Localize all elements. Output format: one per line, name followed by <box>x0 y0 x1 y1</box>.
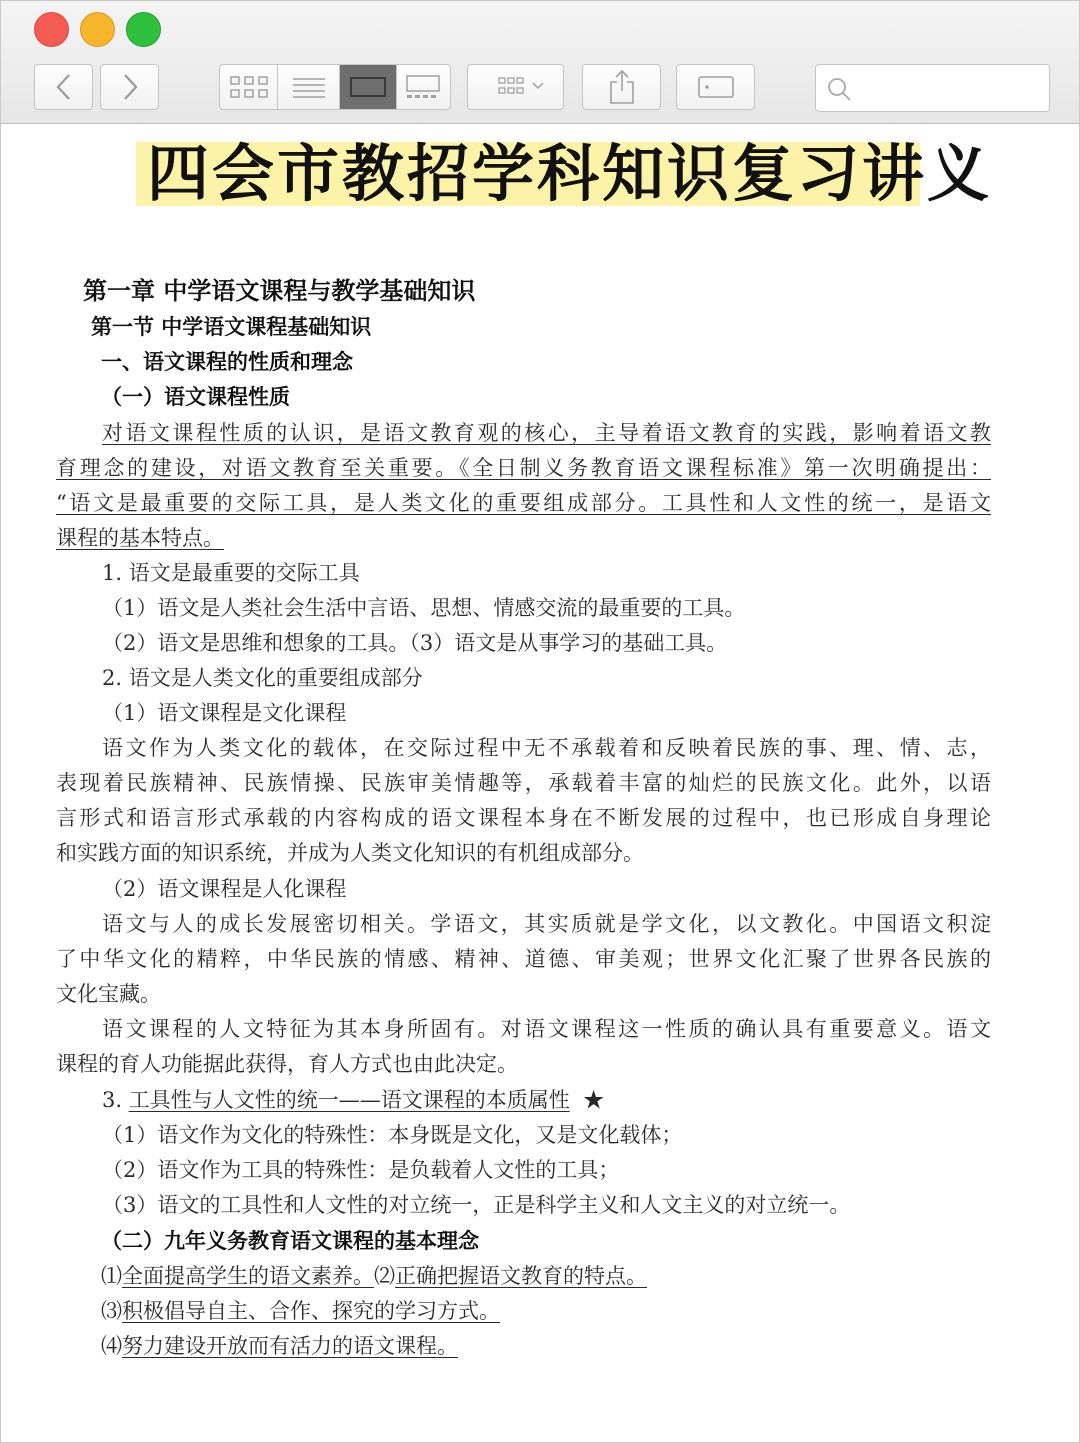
view-list-button[interactable] <box>278 65 340 109</box>
list-item: （2）语文课程是人化课程 <box>102 877 347 901</box>
paragraph-line: 语文课程的人文特征为其本身所固有。对语文课程这一性质的确认具有重要意义。语文 <box>102 1017 991 1041</box>
idea-item <box>101 1332 458 1360</box>
page-title: 四会市教招学科知识复习讲义 <box>147 137 993 210</box>
slideshow-button[interactable] <box>676 64 755 110</box>
chevron-right-icon <box>120 72 140 102</box>
list-item: （1）语文课程是文化课程 <box>102 701 347 725</box>
paragraph-line: 课程的育人功能据此获得，育人方式也由此决定。 <box>56 1052 518 1076</box>
idea-number: ⑶ <box>101 1299 122 1323</box>
idea-text: 全面提高学生的语文素养。 <box>122 1264 374 1288</box>
idea-text: 努力建设开放而有活力的语文课程。 <box>122 1334 458 1358</box>
idea-number: ⑵ <box>374 1264 395 1288</box>
idea-number: ⑷ <box>101 1334 122 1358</box>
paragraph-line: 言形式和语言形式承载的内容构成的语文课程本身在不断发展的过程中，也已形成自身理论 <box>56 806 991 830</box>
paragraph-line: 和实践方面的知识系统，并成为人类文化知识的有机组成部分。 <box>56 841 644 865</box>
view-filmstrip-button[interactable] <box>397 65 450 109</box>
minimize-window-button[interactable] <box>80 12 115 47</box>
grid-icon <box>229 74 269 100</box>
zoom-window-button[interactable] <box>126 12 161 47</box>
part-heading: 一、语文课程的性质和理念 <box>101 350 353 374</box>
chapter-heading: 第一章 中学语文课程与教学基础知识 <box>83 277 476 305</box>
key-point-title: 工具性与人文性的统一——语文课程的本质属性 <box>128 1088 570 1112</box>
list-item: （3）语文的工具性和人文性的对立统一，正是科学主义和人文主义的对立统一。 <box>102 1193 851 1217</box>
back-button[interactable] <box>34 64 93 110</box>
search-input[interactable] <box>815 64 1050 112</box>
forward-button[interactable] <box>100 64 159 110</box>
search-icon <box>826 76 852 102</box>
list-icon <box>292 75 326 99</box>
view-single-page-button[interactable] <box>340 65 396 109</box>
chevron-left-icon <box>54 72 74 102</box>
paragraph-line: 对语文课程性质的认识，是语文教育观的核心，主导着语文教育的实践，影响着语文教 <box>102 421 991 445</box>
paragraph-line: 课程的基本特点。 <box>56 526 224 550</box>
list-item: （1）语文作为文化的特殊性：本身既是文化，又是文化载体； <box>102 1123 683 1147</box>
idea-text: 正确把握语文教育的特点。 <box>395 1264 647 1288</box>
single-page-icon <box>349 75 387 99</box>
idea-text: 积极倡导自主、合作、探究的学习方式。 <box>122 1299 500 1323</box>
paragraph-line: “语文是最重要的交际工具，是人类文化的重要组成部分。工具性和人文性的统一，是语文 <box>56 491 991 515</box>
subsection-heading: （一）语文课程性质 <box>101 385 290 409</box>
share-button[interactable] <box>582 64 661 110</box>
paragraph-line: 语文作为人类文化的载体，在交际过程中无不承载着和反映着民族的事、理、情、志， <box>102 736 991 760</box>
list-item: 1. 语文是最重要的交际工具 <box>102 561 360 585</box>
view-icon-grid-button[interactable] <box>220 65 278 109</box>
list-item <box>102 1086 604 1114</box>
subsection-heading: （二）九年义务教育语文课程的基本理念 <box>101 1229 479 1253</box>
list-item: （2）语文作为工具的特殊性：是负载着人文性的工具； <box>102 1158 620 1182</box>
paragraph-line: 育理念的建设，对语文教育至关重要。《全日制义务教育语文课程标准》第一次明确提出： <box>56 456 991 480</box>
share-icon <box>607 69 637 105</box>
list-item: （2）语文是思维和想象的工具。（3）语文是从事学习的基础工具。 <box>102 631 728 655</box>
toolbar <box>1 1 1079 124</box>
paragraph-line: 语文与人的成长发展密切相关。学语文，其实质就是学文化，以文教化。中国语文积淀 <box>102 912 991 936</box>
paragraph-line: 了中华文化的精粹，中华民族的情感、精神、道德、审美观；世界文化汇聚了世界各民族的 <box>56 947 991 971</box>
slideshow-icon <box>696 74 736 100</box>
paragraph-line: 表现着民族精神、民族情操、民族审美情趣等，承载着丰富的灿烂的民族文化。此外，以语 <box>56 771 991 795</box>
arrange-button[interactable] <box>467 64 564 110</box>
close-window-button[interactable] <box>34 12 69 47</box>
filmstrip-icon <box>404 74 442 100</box>
list-item: 2. 语文是人类文化的重要组成部分 <box>102 666 423 690</box>
star-icon: ★ <box>583 1088 605 1112</box>
list-item: （1）语文是人类社会生活中言语、思想、情感交流的最重要的工具。 <box>102 596 746 620</box>
idea-item <box>101 1297 500 1325</box>
arrange-grid-icon <box>481 74 551 100</box>
list-number: 3. <box>102 1088 129 1112</box>
paragraph-line: 文化宝藏。 <box>56 982 161 1006</box>
idea-item <box>101 1262 647 1290</box>
view-mode-switcher <box>219 64 451 110</box>
idea-number: ⑴ <box>101 1264 122 1288</box>
section-heading: 第一节 中学语文课程基础知识 <box>91 315 372 339</box>
